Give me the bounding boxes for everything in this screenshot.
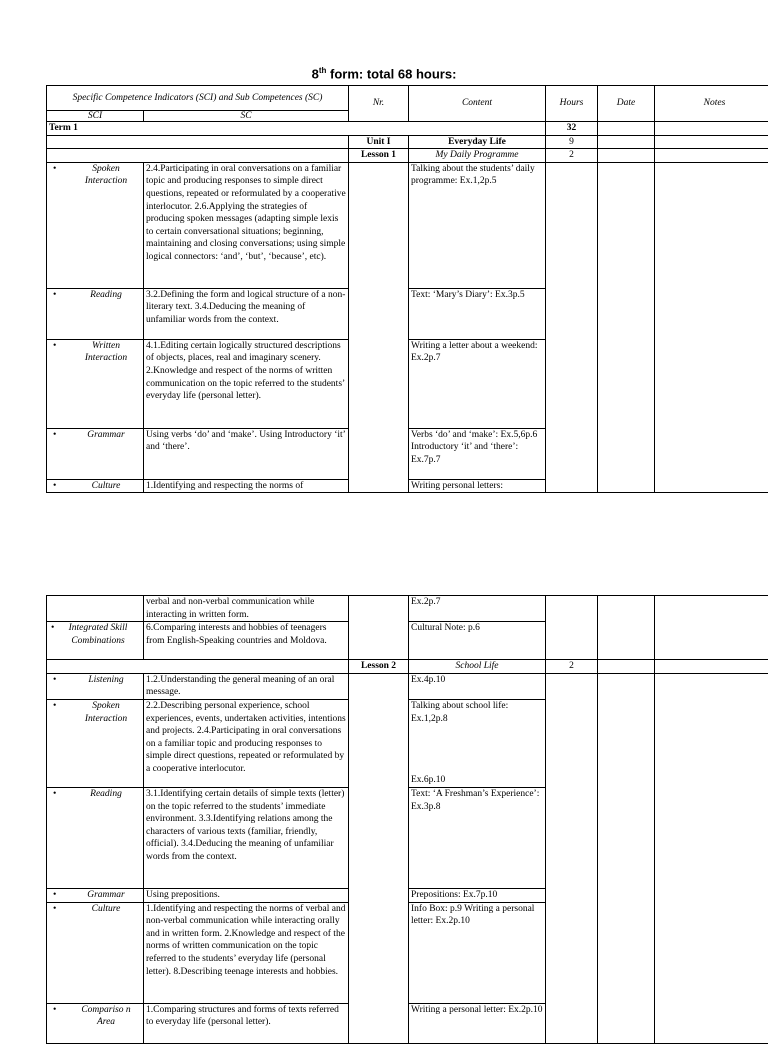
content-text: Verbs ‘do’ and ‘make’: Ex.5,6p.6 Introductory ‘it’ and ‘there’: Ex.7p.7 <box>409 428 546 479</box>
curriculum-table-part1 <box>46 85 768 493</box>
bullet-icon: • <box>49 700 75 725</box>
sc-text: 2.2.Describing personal experience, school experiences, events, undertaken activities, intentions and projects. 2.4.Participating in oral conversations on a familiar topic and producing responses to simple direct questions, repeated or reformulated by a cooperative interlocutor. <box>144 699 349 787</box>
header-sc: SC <box>144 111 349 122</box>
sc-text: 1.Comparing structures and forms of texts referred to everyday life (personal letter). <box>144 1003 349 1043</box>
sci-label: Grammar <box>75 889 141 902</box>
content-text: Info Box: p.9 Writing a personal letter: Ex.2p.10 <box>409 902 546 1003</box>
content-text: Writing a letter about a weekend: Ex.2p.7 <box>409 339 546 428</box>
sc-text: Using prepositions. <box>144 888 349 902</box>
header-date: Date <box>598 86 655 122</box>
sci-label: Spoken Interaction <box>75 700 141 725</box>
table-row <box>47 162 768 288</box>
sci-label: Culture <box>75 480 141 493</box>
sc-text: 3.2.Defining the form and logical structure of a non-literary text. 3.4.Deducing the meaning of unfamiliar words from the context. <box>144 288 349 339</box>
bullet-icon: • <box>49 622 59 647</box>
sc-text: 2.4.Participating in oral conversations on a familiar topic and producing responses to simple direct questions, repeated or reformulated by a cooperative interlocutor. 2.6.Applying the strategies of producing spoken messages (adapting simple lexis to certain conversational situations; beginning, maintaining and closing conversations; using simple logical connectors: ‘and’, ‘but’, ‘because’, etc). <box>144 162 349 288</box>
lesson-title: School Life <box>409 660 546 674</box>
sc-text: 1.Identifying and respecting the norms of <box>144 479 349 493</box>
term-hours: 32 <box>546 122 598 136</box>
bullet-icon: • <box>49 340 75 365</box>
header-nr: Nr. <box>349 86 409 122</box>
lesson-nr: Lesson 1 <box>349 149 409 163</box>
sc-text: 1.Identifying and respecting the norms of verbal and non-verbal communication while interacting orally and in written form. 2.Knowledge and respect of the norms of written communication on the topic referred to the students’ everyday life (personal letter). 8.Describing teenage interests and hobbies. <box>144 902 349 1003</box>
bullet-icon: • <box>49 429 75 442</box>
content-text: Talking about the students’ daily programme: Ex.1,2p.5 <box>409 162 546 288</box>
sci-label: Grammar <box>75 429 141 442</box>
sci-label: Compariso n Area <box>75 1004 141 1029</box>
bullet-icon: • <box>49 480 75 493</box>
header-sci: SCI <box>47 111 144 122</box>
sci-label: Spoken Interaction <box>75 163 141 188</box>
sc-text: 6.Comparing interests and hobbies of teenagers from English-Speaking countries and Moldova. <box>144 622 349 660</box>
table-row <box>47 673 768 699</box>
sc-text: 1.2.Understanding the general meaning of an oral message. <box>144 673 349 699</box>
unit-title: Everyday Life <box>409 135 546 149</box>
lesson-row <box>47 660 768 674</box>
lesson-hours: 2 <box>546 660 598 674</box>
header-hours: Hours <box>546 86 598 122</box>
header-sci-sc: Specific Competence Indicators (SCI) and Sub Competences (SC) <box>47 86 349 111</box>
sc-text: verbal and non-verbal communication while interacting in written form. <box>144 596 349 622</box>
sc-text: 3.1.Identifying certain details of simple texts (letter) on the topic referred to the students’ immediate environment. 3.3.Identifying relations among the characters of various texts (familiar, friendly, official). 3.4.Deducing the meaning of unfamiliar words from the context. <box>144 787 349 888</box>
lesson-row <box>47 149 768 163</box>
content-text: Ex.2p.7 <box>409 596 546 622</box>
content-text: Cultural Note: p.6 <box>409 622 546 660</box>
lesson-nr: Lesson 2 <box>349 660 409 674</box>
content-text: Text: ‘A Freshman’s Experience’: Ex.3p.8 <box>409 787 546 888</box>
sc-text: 4.1.Editing certain logically structured descriptions of objects, places, real and imaginary scenery. 2.Knowledge and respect of the norms of written communication on the topic referred to the students’ everyday life (personal letter). <box>144 339 349 428</box>
bullet-icon: • <box>49 788 75 801</box>
content-text: Ex.4p.10 <box>409 673 546 699</box>
header-notes: Notes <box>655 86 768 122</box>
bullet-icon: • <box>49 889 75 902</box>
bullet-icon: • <box>49 903 75 916</box>
sci-label: Reading <box>75 289 141 302</box>
sc-text: Using verbs ‘do’ and ‘make’. Using Introductory ‘it’ and ‘there’. <box>144 428 349 479</box>
lesson-title: My Daily Programme <box>409 149 546 163</box>
term-row <box>47 122 768 136</box>
bullet-icon: • <box>49 289 75 302</box>
curriculum-table-part2 <box>46 595 768 1044</box>
bullet-icon: • <box>49 674 75 687</box>
unit-nr: Unit I <box>349 135 409 149</box>
unit-row <box>47 135 768 149</box>
page-title: 8th form: total 68 hours: <box>0 66 768 81</box>
content-text: Talking about school life: Ex.1,2p.8 <box>411 700 543 725</box>
header-content: Content <box>409 86 546 122</box>
lesson-hours: 2 <box>546 149 598 163</box>
sci-label: Integrated Skill Combinations <box>59 622 141 647</box>
sci-label: Reading <box>75 788 141 801</box>
sci-label: Written Interaction <box>75 340 141 365</box>
content-text-extra: Ex.6p.10 <box>411 774 445 787</box>
content-text: Writing personal letters: <box>409 479 546 493</box>
term-label: Term 1 <box>47 122 546 136</box>
content-text: Writing a personal letter: Ex.2p.10 <box>409 1003 546 1043</box>
sci-label: Culture <box>75 903 141 916</box>
bullet-icon: • <box>49 163 75 188</box>
bullet-icon: • <box>49 1004 75 1029</box>
content-text: Prepositions: Ex.7p.10 <box>409 888 546 902</box>
unit-hours: 9 <box>546 135 598 149</box>
content-text: Text: ‘Mary’s Diary’: Ex.3p.5 <box>409 288 546 339</box>
table-row <box>47 596 768 622</box>
sci-label: Listening <box>75 674 141 687</box>
sci-label <box>47 596 144 622</box>
